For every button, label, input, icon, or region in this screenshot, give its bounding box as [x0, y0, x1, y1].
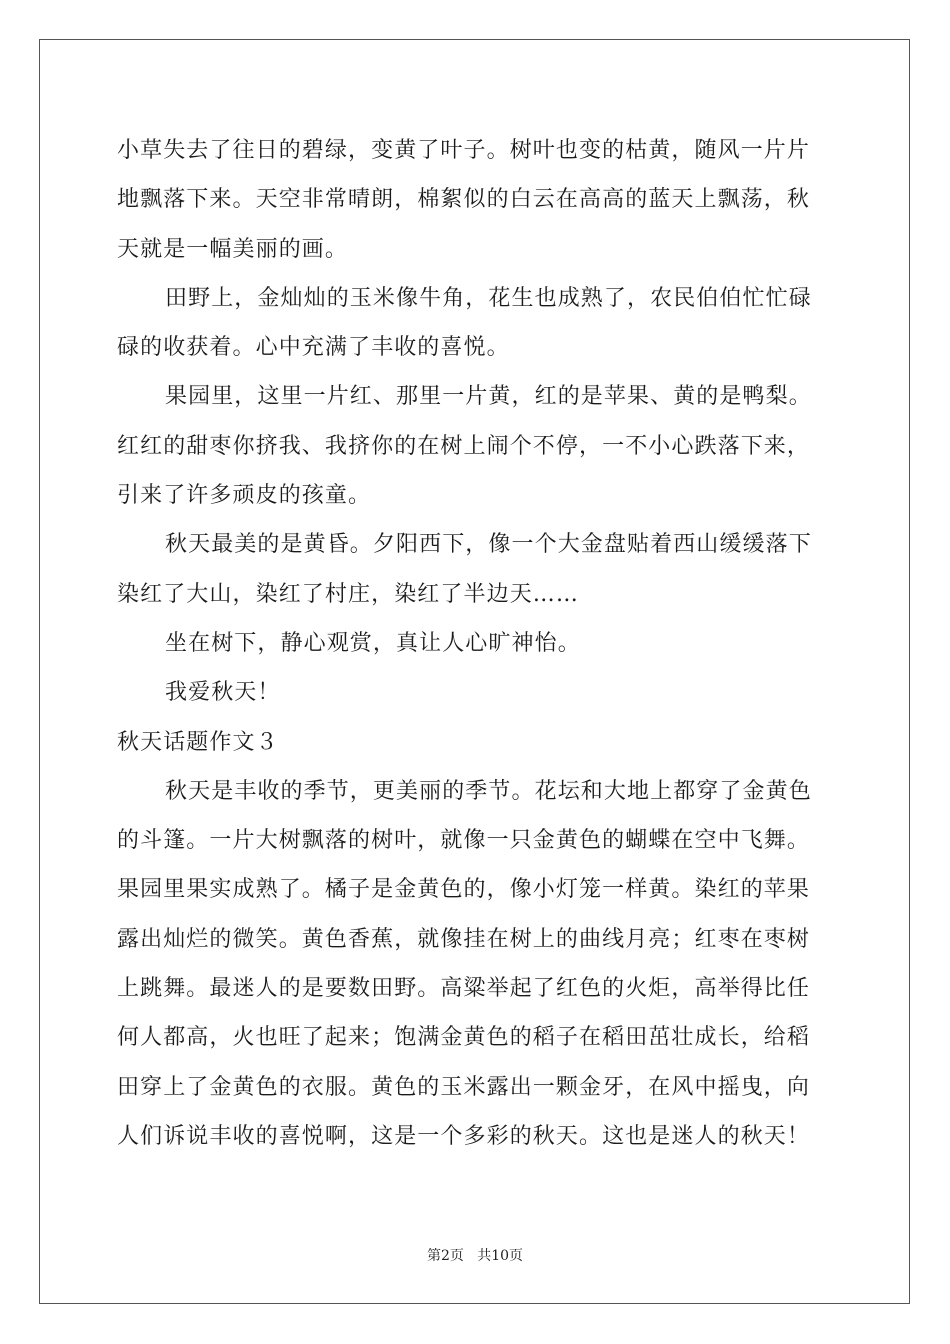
- document-body: [117, 126, 833, 1161]
- text-line: 天就是一幅美丽的画。: [117, 236, 349, 262]
- text-line: 的斗篷。一片大树飘落的树叶，就像一只金黄色的蝴蝶在空中飞舞。: [117, 828, 811, 854]
- page-footer: [0, 1245, 950, 1265]
- text-line: 我爱秋天！: [165, 680, 281, 706]
- text-line: 引来了许多顽皮的孩童。: [117, 483, 372, 509]
- text-line: 何人都高，火也旺了起来；饱满金黄色的稻子在稻田茁壮成长，给稻: [117, 1025, 811, 1051]
- text-line: 红红的甜枣你挤我、我挤你的在树上闹个不停，一不小心跌落下来，: [117, 433, 811, 459]
- text-line: 秋天话题作文３: [117, 729, 279, 755]
- text-line: 田野上，金灿灿的玉米像牛角，花生也成熟了，农民伯伯忙忙碌: [165, 285, 812, 311]
- text-line: 秋天最美的是黄昏。夕阳西下，像一个大金盘贴着西山缓缓落下: [165, 532, 812, 558]
- text-line: 上跳舞。最迷人的是要数田野。高粱举起了红色的火炬，高举得比任: [117, 976, 811, 1002]
- text-line: 田穿上了金黄色的衣服。黄色的玉米露出一颗金牙，在风中摇曳，向: [117, 1074, 811, 1100]
- text-line: 小草失去了往日的碧绿，变黄了叶子。树叶也变的枯黄，随风一片片: [117, 138, 811, 163]
- text-line: 秋天是丰收的季节，更美丽的季节。花坛和大地上都穿了金黄色: [165, 778, 812, 804]
- text-line: 地飘落下来。天空非常晴朗，棉絮似的白云在高高的蓝天上飘荡，秋: [117, 187, 811, 213]
- page-number: 第2页 共10页: [426, 1248, 524, 1264]
- text-line: 露出灿烂的微笑。黄色香蕉，就像挂在树上的曲线月亮；红枣在枣树: [117, 926, 811, 952]
- text-line: 果园里果实成熟了。橘子是金黄色的，像小灯笼一样黄。染红的苹果: [117, 877, 811, 903]
- text-line: 碌的收获着。心中充满了丰收的喜悦。: [117, 335, 510, 361]
- text-line: 果园里，这里一片红、那里一片黄，红的是苹果、黄的是鸭梨。: [165, 384, 812, 410]
- text-line: 坐在树下，静心观赏，真让人心旷神怡。: [165, 630, 581, 656]
- text-line: 染红了大山，染红了村庄，染红了半边天……: [117, 581, 580, 607]
- text-line: 人们诉说丰收的喜悦啊，这是一个多彩的秋天。这也是迷人的秋天！: [117, 1123, 811, 1149]
